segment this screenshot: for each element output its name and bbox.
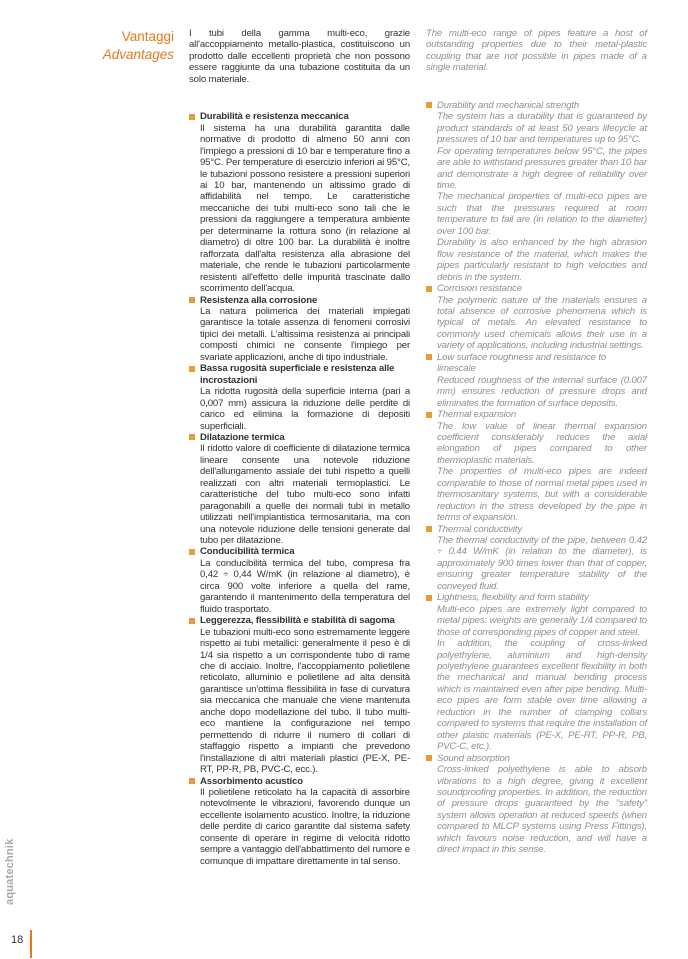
section-paragraph-english: Cross-linked polyethylene is able to absorb vibrations to a high degree, giving it excellent soundproofing properties. In addition, the reduction of pressure drops guaranteed by the "safety" system allows operation at reduced speeds (when compared to MLCP systems using Press Fittings), which favours noise reduction, and will have a direct impact in this sense. [437, 764, 647, 856]
section-title-italian: Durabilità e resistenza meccanica [189, 111, 410, 122]
section-title-english: Thermal expansion [426, 409, 647, 420]
section-paragraph-english: Reduced roughness of the internal surface (0.007 mm) ensures reduction of pressure drops and eliminates the formation of surface deposits. [437, 374, 647, 409]
section-paragraph-english: Multi-eco pipes are extremely light compared to metal pipes: weights are generally 1/4 compared to those of corresponding pipes of copper and steel. [437, 603, 647, 638]
english-sections [426, 100, 647, 856]
square-bullet-icon [189, 778, 195, 784]
page-number: 18 [11, 934, 24, 946]
section-title-italian: Conducibilità termica [189, 546, 410, 557]
square-bullet-icon [426, 595, 432, 601]
section-paragraph-english: The mechanical properties of multi-eco pipes are such that the pressures required at room temperature to fail are (in relation to the diameter) over 100 bar. [437, 191, 647, 237]
square-bullet-icon [426, 412, 432, 418]
square-bullet-icon [189, 549, 195, 555]
section-paragraph-italian: La ridotta rugosità della superficie interna (pari a 0,007 mm) assicura la riduzione delle perdite di carico ed elimina la formazione di depositi superficiali. [200, 386, 410, 432]
square-bullet-icon [189, 366, 195, 372]
section-paragraph-italian: La conducibilità termica del tubo, compresa fra 0,42 ÷ 0,44 W/mK (in relazione al diametro), è circa 900 volte inferiore a quella del rame, garantendo il mantenimento della temperatura del fluido trasportato. [200, 557, 410, 615]
section-paragraph-italian: Il sistema ha una durabilità garantita dalle normative di prodotto di almeno 50 anni con l'impiego a pressioni di 10 bar e temperature fino a 95°C. Per temperature di esercizio inferiori ai 95°C, le tubazioni possono resistere a pressioni superiori ai 10 bar, mantenendo un altissimo grado di affidabilità nel tempo. Le caratteristiche meccaniche dei tubi multi-eco sono tali che le pressioni da raggiungere a temperatura ambiente per determinarne la rottura sono (in relazione al diametro) di oltre 100 bar. La durabilità è inoltre rafforzata dall'alta resistenza alla abrasione del materiale, che rende le tubazioni particolarmente resistenti all'effetto delle impurità trascinate dallo scorrimento dell'acqua. [200, 122, 410, 295]
square-bullet-icon [426, 286, 432, 292]
section-paragraph-english: In addition, the coupling of cross-linked polyethylene, aluminium and high-density polyethylene guarantees excellent flexibility in both the mechanical and manual bending process which is maintained even after pipe bending. Multi-eco pipes are form stable over time allowing a reduction in the number of clamping collars compared to systems that require the installation of other plastic materials (PE-X, PE-RT, PP-R, PB, PVC-C, etc.). [437, 638, 647, 753]
italian-sections [189, 111, 410, 867]
section-title-english: Durability and mechanical strength [426, 100, 647, 111]
section-title-english: Thermal conductivity [426, 524, 647, 535]
square-bullet-icon [426, 526, 432, 532]
intro-english: The multi-eco range of pipes feature a host of outstanding properties due to their metal-plastic coupling that are not possible in pipes made of a single material. [426, 28, 647, 74]
section-paragraph-english: The thermal conductivity of the pipe, between 0.42 ÷ 0.44 W/mK (in relation to the diameter), is approximately 900 times lower than that of copper, ensuring greater temperature stability of the conveyed fluid. [437, 535, 647, 592]
section-title-italian: Dilatazione termica [189, 432, 410, 443]
heading-italian: Vantaggi [121, 29, 174, 44]
section-title-english: Sound absorption [426, 753, 647, 764]
square-bullet-icon [189, 114, 195, 120]
english-column [426, 28, 647, 856]
section-paragraph-italian: Le tubazioni multi-eco sono estremamente leggere rispetto ai tubi metallici: generalmente il peso è di 1/4 sia rispetto a un corrispondente tubo di rame che di acciaio. Inoltre, l'accoppiamento polietilene reticolato, alluminio e polietilene ad alta densità garantisce un'ottima flessibilità in fase di curvatura sia meccanica che manuale che viene mantenuta anche dopo modellazione del tubo. Il tubo multi-eco mantiene la configurazione nel tempo permettendo di ridurre il numero di collari di staffaggio rispetto a impianti che prevedono l'installazione di altri materiali plastici (PE-X, PE-RT, PP-R, PB, PVC-C, ecc.). [200, 626, 410, 776]
section-paragraph-english: The low value of linear thermal expansion coefficient considerably reduces the axial elongation of pipes compared to other thermoplastic materials. [437, 420, 647, 466]
section-paragraph-english: For operating temperatures below 95°C, the pipes are able to withstand pressures greater than 10 bar and demonstrate a high degree of reliability over time. [437, 145, 647, 191]
italian-column [189, 28, 410, 867]
section-paragraph-italian: Il ridotto valore di coefficiente di dilatazione termica lineare consente una notevole riduzione dell'allungamento assiale dei tubi rispetto a quelli realizzati con altri materiali termoplastici. Le caratteristiche del tubo multi-eco sono infatti paragonabili a quelle dei normali tubi in metallo utilizzati nell'impiantistica termosanitaria, ma con una notevole riduzione delle tensioni generate dal tubo per dilatazione. [200, 443, 410, 547]
section-paragraph-english: The polymeric nature of the materials ensures a total absence of corrosive phenomena which is typical of metals. An elevated resistance to commonly used chemicals allows their use in a variety of applications, including industrial settings. [437, 294, 647, 352]
section-paragraph-english: The system has a durability that is guaranteed by product standards of at least 50 years lifecycle at pressures of 10 bar and temperatures up to 95°C. [437, 111, 647, 146]
section-paragraph-english: Durability is also enhanced by the high abrasion flow resistance of the material, which makes the pipes particularly resistant to high velocities and debris in the system. [437, 237, 647, 283]
square-bullet-icon [426, 755, 432, 761]
footer-accent-rule [30, 930, 32, 958]
square-bullet-icon [426, 354, 432, 360]
section-title-english: Low surface roughness and resistance to limescale [426, 352, 647, 375]
section-title-english: Lightness, flexibility and form stability [426, 592, 647, 603]
section-title-italian: Bassa rugosità superficiale e resistenza alle incrostazioni [189, 363, 410, 386]
brand-logo-text: aquatechnik [4, 838, 16, 905]
square-bullet-icon [189, 297, 195, 303]
square-bullet-icon [189, 434, 195, 440]
heading-english: Advantages [102, 47, 174, 62]
section-paragraph-italian: Il polietilene reticolato ha la capacità di assorbire notevolmente le vibrazioni, favorendo dunque un eccellente isolamento acustico. Inoltre, la riduzione delle perdite di carico garantite dal sistema safety consente di operare in regime di velocità ridotto sempre a vantaggio dell'abbattimento del rumore e comunque di impattare direttamente in tal senso. [200, 787, 410, 867]
square-bullet-icon [189, 618, 195, 624]
section-title-italian: Leggerezza, flessibilità e stabilità di sagoma [189, 615, 410, 626]
section-title-italian: Resistenza alla corrosione [189, 295, 410, 306]
section-title-italian: Assorbimento acustico [189, 776, 410, 787]
section-title-english: Corrosion resistance [426, 283, 647, 294]
square-bullet-icon [426, 102, 432, 108]
intro-italian: I tubi della gamma multi-eco, grazie all'accoppiamento metallo-plastica, costituiscono un prodotto dalle eccellenti proprietà che non possono essere raggiunte da una tubazione costituita da un solo materiale. [189, 28, 410, 85]
section-paragraph-italian: La natura polimerica dei materiali impiegati garantisce la totale assenza di fenomeni corrosivi tipici dei metalli. L'altissima resistenza ai principali composti chimici ne consente l'impiego per svariate applicazioni, anche di tipo industriale. [200, 305, 410, 363]
section-heading [100, 28, 174, 64]
section-paragraph-english: The properties of multi-eco pipes are indeed comparable to those of normal metal pipes used in thermosanitary systems, but with a considerable reduction in the stress developed by the pipe in terms of expansion. [437, 466, 647, 524]
